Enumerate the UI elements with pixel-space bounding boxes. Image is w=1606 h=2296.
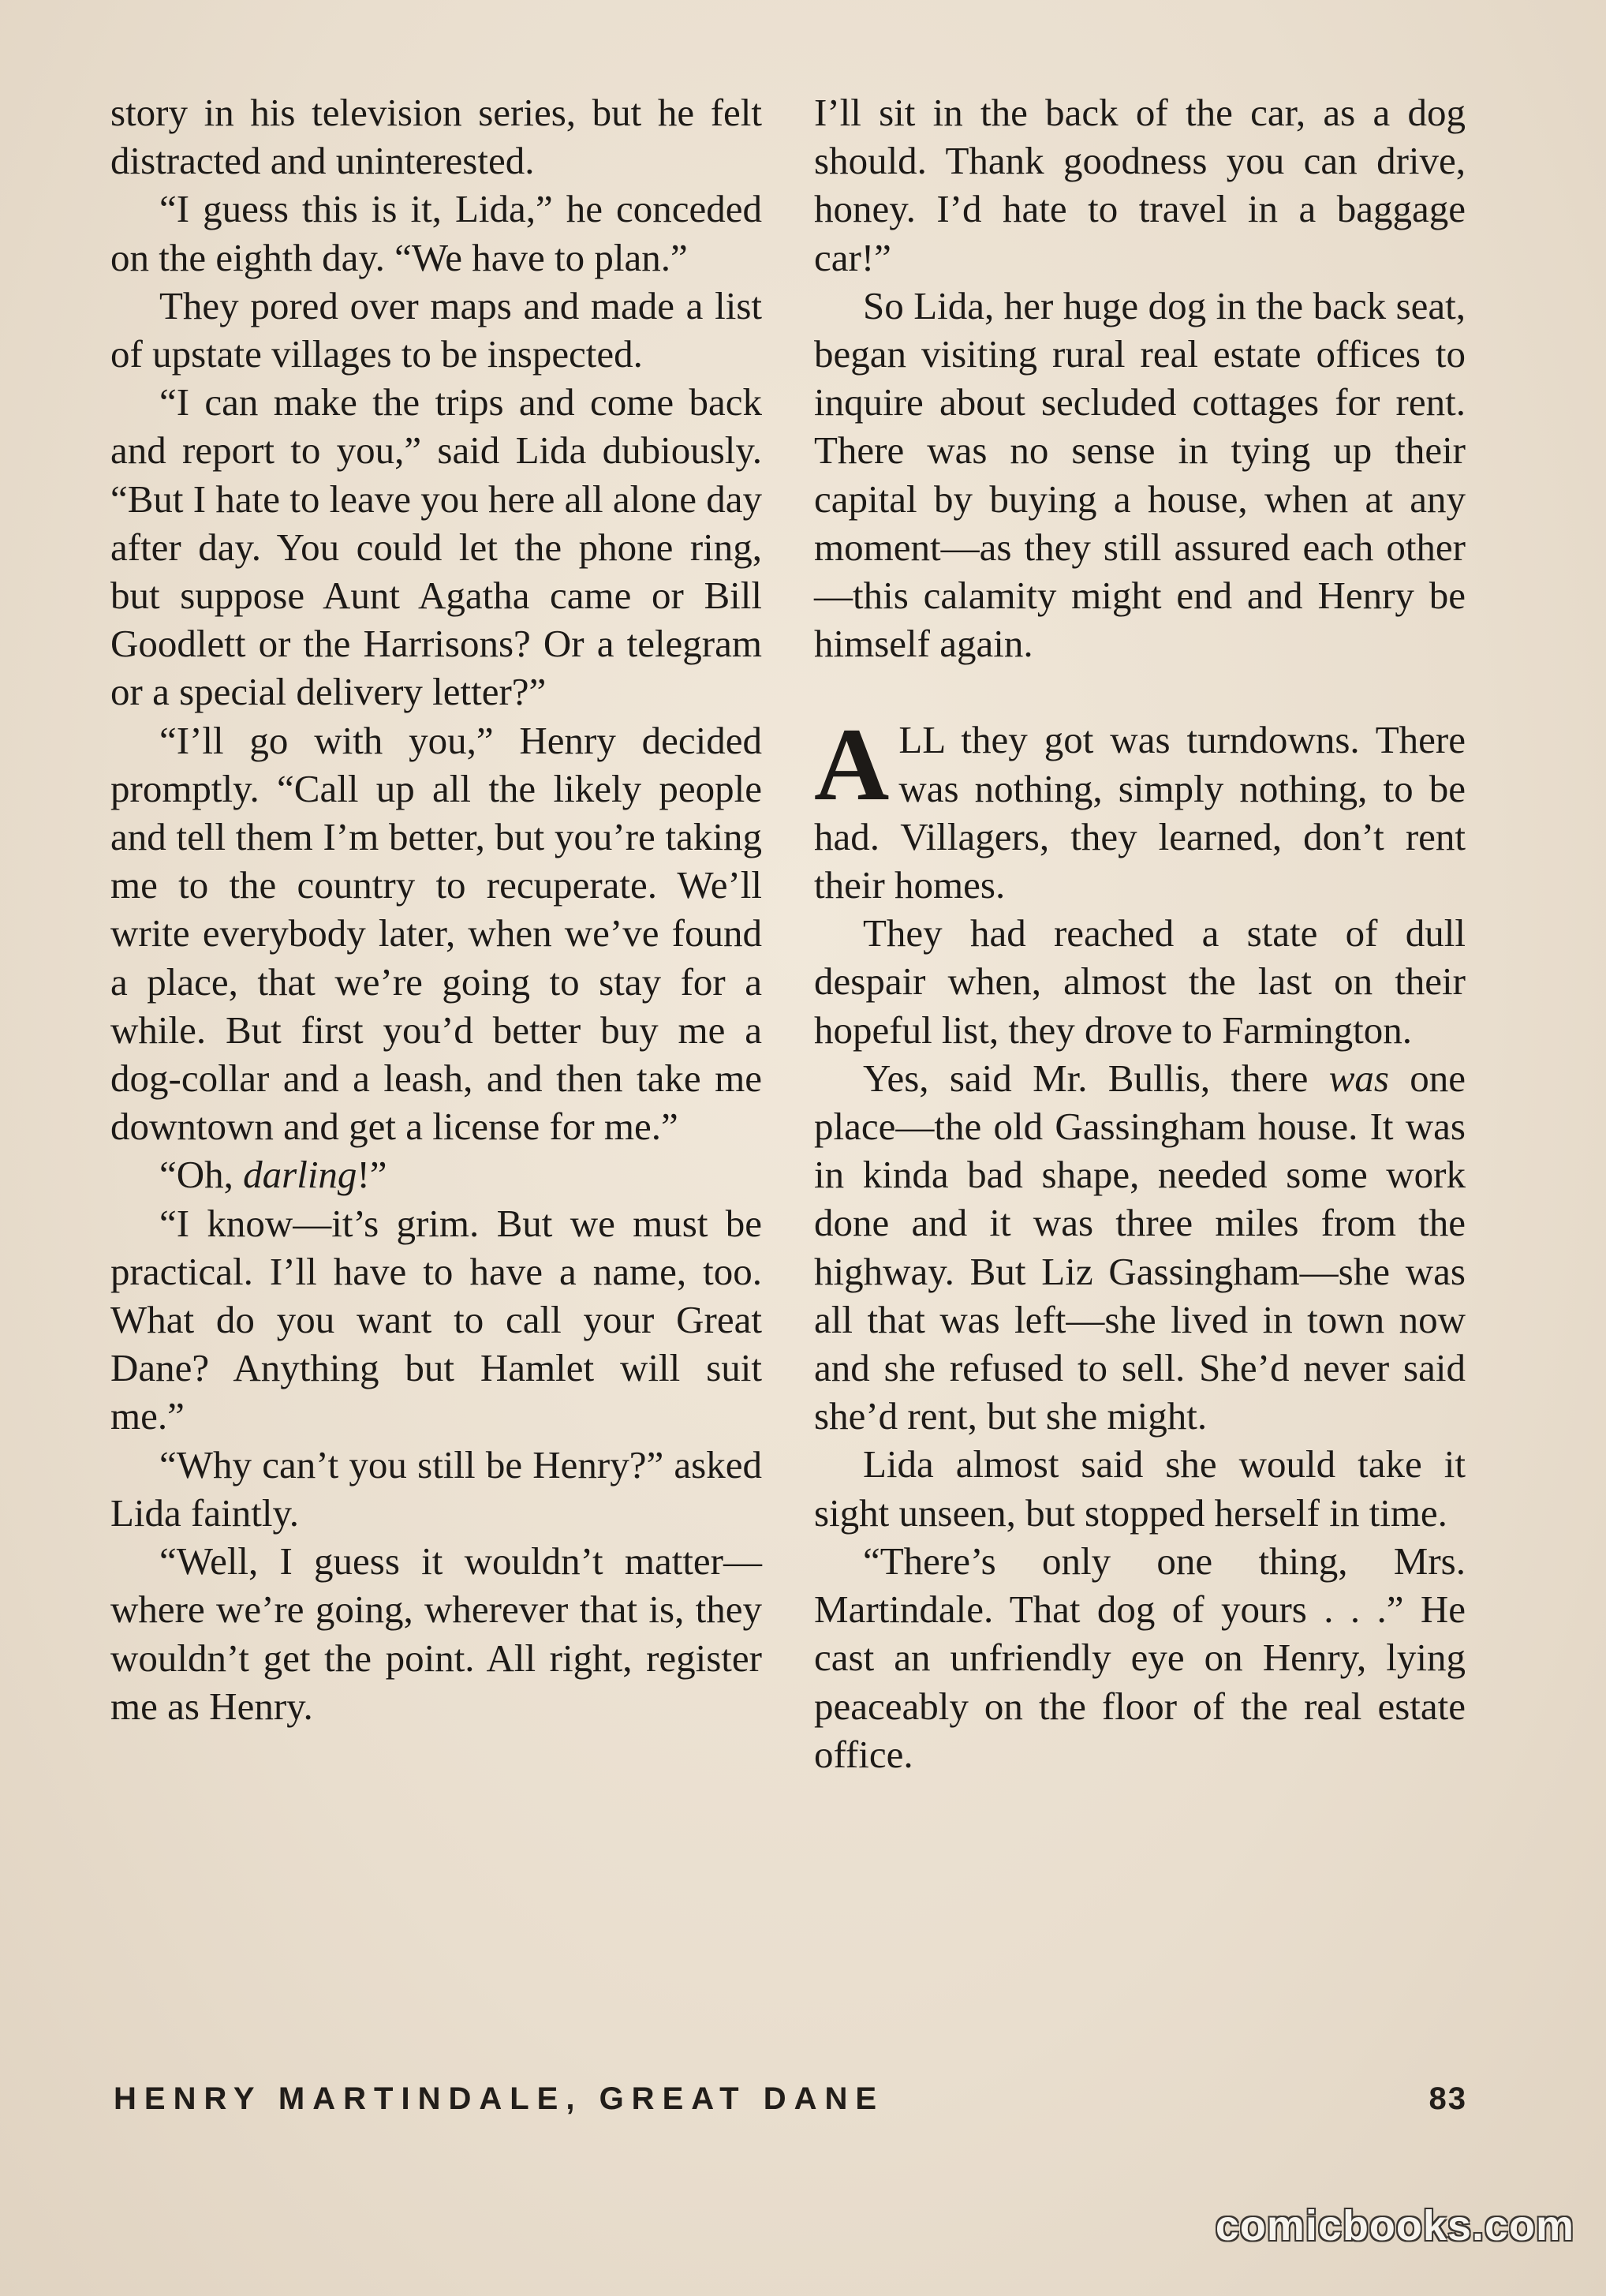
text-run: “Oh,: [159, 1153, 244, 1197]
paragraph: “There’s only one thing, Mrs. Martindale. That dog of yours . . .” He cast an unfriendly eye on Henry, lying peaceably on the floor of the real estate office.: [814, 1539, 1466, 1776]
paragraph: Lida almost said she would take it sight unseen, but stopped herself in time.: [814, 1442, 1466, 1535]
running-title: HENRY MARTINDALE, GREAT DANE: [114, 2081, 885, 2116]
drop-cap: A: [814, 706, 890, 823]
text-run: one place—the old Gassingham house. It was in kinda bad shape, needed some work done and it was three miles from the highway. But Liz Gassingham—she was all that was left—she lived in town now and she refused to sell. She’d never said she’d rent, but she might.: [814, 1056, 1466, 1438]
italic-text: was: [1328, 1056, 1389, 1100]
left-column: [110, 88, 762, 1730]
watermark: comicbooks.com: [1215, 2202, 1574, 2249]
paragraph: “Well, I guess it wouldn’t matter—where we’re going, wherever that is, they wouldn’t get the point. All right, register me as Henry.: [110, 1539, 762, 1728]
paragraph: “I guess this is it, Lida,” he conceded on the eighth day. “We have to plan.”: [110, 187, 762, 279]
italic-text: darling: [243, 1153, 357, 1197]
page-number: 83: [1429, 2081, 1467, 2116]
paragraph: “Why can’t you still be Henry?” asked Lida faintly.: [110, 1442, 762, 1535]
paragraph: So Lida, her huge dog in the back seat, began visiting rural real estate offices to inquire about secluded cottages for rent. There was no sense in tying up their capital by buying a house, when at any moment—as they still assured each other—this calamity might end and Henry be himself again.: [814, 283, 1466, 666]
paragraph: story in his television series, but he felt distracted and uninterested.: [110, 91, 762, 183]
paragraph: “I’ll go with you,” Henry decided promptly. “Call up all the likely people and tell them I’m better, but you’re taking me to the country to recuperate. We’ll write everybody later, when we’ve found a place, that we’re going to stay for a while. But first you’d better buy me a dog-collar and a leash, and then take me downtown and get a license for me.”: [110, 718, 762, 1149]
paragraph: They had reached a state of dull despair when, almost the last on their hopeful list, they drove to Farmington.: [814, 911, 1466, 1052]
page-footer: [114, 2081, 1467, 2129]
paragraph: “I can make the trips and come back and report to you,” said Lida dubiously. “But I hate to leave you here all alone day after day. You could let the phone ring, but suppose Aunt Agatha came or Bill Goodlett or the Harrisons? Or a telegram or a special delivery letter?”: [110, 380, 762, 714]
text-run: LL they got was turndowns. There was nothing, simply nothing, to be had. Villagers, they learned, don’t rent their homes.: [814, 718, 1466, 907]
right-column: [814, 88, 1466, 1778]
paragraph-bullis: [814, 1054, 1466, 1441]
paragraph: “I know—it’s grim. But we must be practical. I’ll have to have a name, too. What do you want to call your Great Dane? Anything but Hamlet will suit me.”: [110, 1201, 762, 1438]
paragraph: I’ll sit in the back of the car, as a dog should. Thank goodness you can drive, honey. I’d hate to travel in a baggage car!”: [814, 91, 1466, 279]
text-run: !”: [357, 1153, 387, 1197]
paragraph: They pored over maps and made a list of upstate villages to be inspected.: [110, 283, 762, 376]
paragraph-dropcap: [814, 706, 1466, 909]
text-run: Yes, said Mr. Bullis, there: [863, 1056, 1329, 1100]
paragraph-oh-darling: [110, 1150, 762, 1198]
